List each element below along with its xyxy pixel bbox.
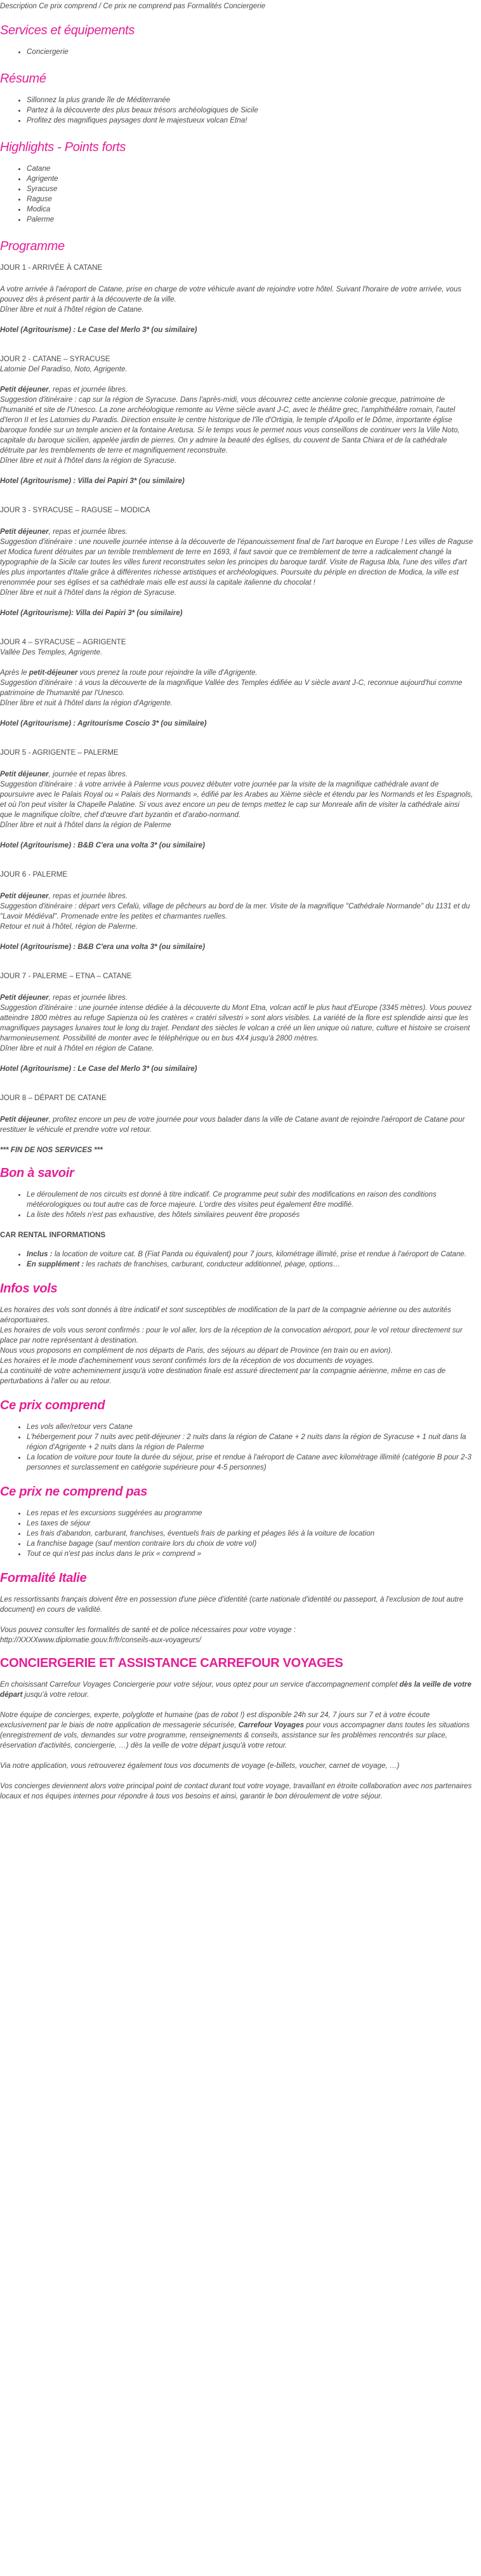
day-title: JOUR 6 - PALERME [0,870,68,879]
day-paragraph: Retour et nuit à l'hôtel, région de Palerme. [0,922,138,931]
day-lead-bold: Petit déjeuner [0,1115,49,1124]
services-list [0,47,473,57]
day-2 [0,354,473,486]
infos-vols-text [0,1305,473,1386]
day-lead-rest: , repas et journée libres. [48,892,128,900]
conciergerie-text: jusqu'à votre retour. [22,1690,89,1699]
day-paragraph: Dîner libre et nuit à l'hôtel dans la région de Palerme [0,821,171,829]
highlight-item: • Agrigente [27,174,473,184]
day-hotel: Hotel (Agritourisme) : Le Case del Merlo 3* (ou similaire) [0,1065,197,1073]
car-rental-item-text: les rachats de franchises, carburant, conducteur additionnel, péage, options… [84,1260,341,1268]
day-lead-bold: Petit déjeuner [0,892,49,900]
conciergerie-text: En choisissant Carrefour Voyages Conciergerie pour votre séjour, vous optez pour un service d'accompagnement complet [0,1680,400,1689]
programme-end: *** FIN DE NOS SERVICES *** [0,1146,103,1154]
day-hotel: Hotel (Agritourisme) : B&B C'era una volta 3* (ou similaire) [0,841,205,849]
highlight-item: • Raguse [27,194,473,204]
day-paragraph: Suggestion d'itinéraire : cap sur la région de Syracuse. Dans l'après-midi, vous découvrez cette ancienne colonie grecque, patrimoine de l'humanité et site de l'Unesco. La zone archéologique remonte au Vème siècle avant J-C, avec le théâtre grec, l'amphithéâtre romain, l'autel d'Ieron II et les Latomies du Paradis. Direction ensuite le centre historique de l'île d'Ortigia, le temple d'Apollo et le Dôme, importante église baroque fondée sur un temple ancien et la fontaine Aretusa. Si le temps vous le permet nous vous conseillons de continuer vers la Ville Noto, capitale du baroque sicilien, appelée jardin de pierres. On y admire la beauté des églises, du couvent de Santa Chiara et de la cathédrale détruite par les tremblements de terre et magnifiquement reconstruite. [0,395,460,455]
infos-vols-line: Nous vous proposons en complément de nos départs de Paris, des séjours au départ de Province (en train ou en avion). [0,1346,393,1355]
highlight-item: • Catane [27,164,473,174]
prix-ne-comprend-item: • La franchise bagage (sauf mention contraire lors du choix de votre vol) [27,1539,473,1549]
infos-vols-line: Les horaires et le mode d'acheminement vous seront confirmés lors de la réception de vos documents de voyages. [0,1357,374,1365]
day-hotel: Hotel (Agritourisme) : B&B C'era una volta 3* (ou similaire) [0,943,205,951]
conciergerie-text: Notre équipe de concierges, experte, polyglotte et humaine (pas de robot !) est disponible 24h sur 24, 7 jours sur 7 et à votre écoute exclusivement par le biais de notre application de messagerie sécurisée, [0,1711,430,1729]
day-paragraph: Suggestion d'itinéraire : une journée intense dédiée à la découverte du Mont Etna, volcan actif le plus haut d'Europe (3345 mètres). Vous pouvez atteindre 1800 mètres au refuge Sapienza où les cratères « cratéri silvestri » sont alors visibles. La variété de la flore est splendide ainsi que les magnifiques paysages lunaires tout le long du trajet. Pendant des siècles le volcan a créé un lien unique où nature, culture et histoire se croisent harmonieusement. Possibilité de monter avec le téléphérique ou en bus 4X4 jusqu'à 2800 mètres. [0,1004,472,1042]
prix-ne-comprend-item: • Les frais d'abandon, carburant, franchises, éventuels frais de parking et péages liés à la voiture de location [27,1529,473,1539]
day-title: JOUR 2 - CATANE – SYRACUSE [0,355,110,363]
day-lead [0,385,473,395]
day-paragraph: Suggestion d'itinéraire : une nouvelle journée intense à la découverte de l'épanouissement final de l'art baroque en Europe ! Les villes de Raguse et Modica furent détruites par un terrible tremblement de terre en 1693, il faut savoir que ce tremblement de terre a radicalement changé la typographie de la Sicile car toutes les villes furent reconstruites selon les principes du baroque tardif. Visite de Ragusa Ibla, l'une des villes d'art les plus importantes d'Italie grâce à différentes richesse artistiques et archéologiques. Poursuite du périple en direction de Modica, la ville est renommée pour ses églises et sa cathédrale mais elle est aussi la capitale italienne du chocolat ! [0,538,473,587]
infos-vols-line: Les horaires des vols sont donnés à titre indicatif et sont susceptibles de modification de la part de la compagnie aérienne ou des autorités aéroportuaires. [0,1306,451,1324]
day-title: JOUR 5 - AGRIGENTE – PALERME [0,748,119,757]
resume-item: • Partez à la découverte des plus beaux trésors archéologiques de Sicile [27,105,473,116]
infos-vols-title: Infos vols [0,1282,58,1296]
highlight-item: • Palerme [27,215,473,225]
day-lead-rest: , repas et journée libres. [48,385,128,394]
day-subtitle: Latomie Del Paradiso, Noto, Agrigente. [0,365,128,373]
conciergerie-emphasis: dès la veille de votre départ [0,1680,471,1699]
day-paragraph: Dîner libre et nuit à l'hôtel dans la région d'Agrigente. [0,699,173,707]
prix-ne-comprend-list [0,1508,473,1559]
day-lead [0,769,473,780]
highlights-title: Highlights - Points forts [0,140,126,154]
day-7 [0,971,473,1074]
day-title: JOUR 3 - SYRACUSE – RAGUSE – MODICA [0,506,150,514]
day-intro-plain: Après le [0,668,29,677]
day-1 [0,263,473,335]
day-lead [0,1115,473,1135]
resume-item: • Sillonnez la plus grande île de Méditerranée [27,95,473,105]
day-title: JOUR 8 – DÉPART DE CATANE [0,1094,107,1102]
infos-vols-line: Les horaires de vols vous seront confirmés : pour le vol aller, lors de la réception de la convocation aéroport, pour le vol retour directement sur place par notre représentant à destination. [0,1326,463,1344]
conciergerie-title: CONCIERGERIE ET ASSISTANCE CARREFOUR VOYAGES [0,1656,343,1670]
day-paragraph: Suggestion d'itinéraire : à vous la découverte de la magnifique Vallée des Temples édifiée au V siècle avant J-C, reconnue aujourd'hui comme patrimoine de l'humanité par l'Unesco. [0,679,463,697]
day-title: JOUR 1 - ARRIVÉE À CATANE [0,263,103,272]
day-paragraph: Dîner libre et nuit à l'hôtel région de Catane. [0,305,144,314]
day-lead [0,891,473,901]
day-paragraph: Dîner libre et nuit à l'hôtel en région de Catane. [0,1044,154,1052]
day-intro [0,668,473,678]
bon-a-savoir-item: • La liste des hôtels n'est pas exhaustive, des hôtels similaires peuvent être proposés [27,1210,473,1220]
day-paragraph: Suggestion d'itinéraire : départ vers Cefalù, village de pêcheurs au bord de la mer. Visite de la magnifique "Cathédrale Normande" du 1131 et du "Lavoir Médiéval". Promenade entre les petites et charmantes ruelles. [0,902,470,920]
day-6 [0,870,473,952]
prix-comprend-item: • La location de voiture pour toute la durée du séjour, prise et rendue à l'aéroport de Catane avec kilométrage illimité (catégorie B pour 2-3 personnes et surclassement en catégorie supérieure pour 4-5 personnes) [27,1452,473,1473]
day-subtitle: Vallée Des Temples, Agrigente. [0,648,103,656]
day-paragraph: A votre arrivée à l'aéroport de Catane, prise en charge de votre véhicule avant de rejoindre votre hôtel. Suivant l'horaire de votre arrivée, vous pouvez dès à présent partir à la découverte de la ville. [0,285,462,303]
day-3 [0,505,473,618]
day-paragraph: Dîner libre et nuit à l'hôtel dans la région de Syracuse. [0,456,177,465]
bon-a-savoir-list [0,1190,473,1220]
car-rental-item [27,1249,473,1259]
day-lead-bold: Petit déjeuner [0,993,49,1002]
car-rental-list [0,1249,473,1270]
day-hotel: Hotel (Agritourisme) : Le Case del Merlo 3* (ou similaire) [0,326,197,334]
conciergerie-paragraph: Vos concierges deviennent alors votre principal point de contact durant tout votre voyage, travaillant en étroite collaboration avec nos partenaires locaux et nos équipes internes pour répondre à tous vos besoins et ainsi, garantir le bon déroulement de votre séjour. [0,1782,472,1800]
highlight-item: • Modica [27,204,473,215]
prix-ne-comprend-item: • Les repas et les excursions suggérées au programme [27,1508,473,1518]
day-8 [0,1093,473,1155]
resume-list [0,95,473,126]
bon-a-savoir-item: • Le déroulement de nos circuits est donné à titre indicatif. Ce programme peut subir des modifications en raison des conditions météorologiques ou tout autre cas de force majeure. L'ordre des visites peut également être modifié. [27,1190,473,1210]
car-rental-item-label: Inclus : [27,1250,53,1258]
day-paragraph: Suggestion d'itinéraire : à votre arrivée à Palerme vous pouvez débuter votre journée par la visite de la magnifique cathédrale avant de poursuivre avec le Palais Royal ou « Palais des Normands », édifié par les Arabes au Xième siècle et étendu par les Normands et les Espagnols, et où l'on peut visiter la Chapelle Palatine. Si vous avez encore un peu de temps mettez le cap sur Monreale afin de visiter la cathédrale ainsi que le magnifique cloître, chef d'œuvre d'art byzantin et d'arabo-normand. [0,780,473,819]
conciergerie-paragraph [0,1680,473,1700]
resume-title: Résumé [0,72,46,86]
day-lead [0,527,473,537]
car-rental-title: CAR RENTAL INFORMATIONS [0,1231,106,1239]
day-lead-rest: , repas et journée libres. [48,993,128,1002]
day-lead-rest: , journée et repas libres. [48,770,128,778]
prix-comprend-item: • L'hébergement pour 7 nuits avec petit-déjeuner : 2 nuits dans la région de Catane + 2 nuits dans la région de Syracuse + 1 nuit dans la région d'Agrigente + 2 nuits dans la région de Palerme [27,1432,473,1452]
day-intro-bold: petit-déjeuner [29,668,78,677]
bon-a-savoir-title: Bon à savoir [0,1166,74,1180]
day-title: JOUR 4 – SYRACUSE – AGRIGENTE [0,638,126,646]
conciergerie-paragraph [0,1710,473,1751]
day-hotel: Hotel (Agritourisme) : Agritourisme Coscio 3* (ou similaire) [0,719,207,727]
resume-item: • Profitez des magnifiques paysages dont le majestueux volcan Etna! [27,116,473,126]
highlights-list [0,164,473,225]
day-lead [0,993,473,1003]
formalite-title: Formalité Italie [0,1571,87,1585]
day-intro-rest: vous prenez la route pour rejoindre la ville d'Agrigente. [77,668,258,677]
highlight-item: • Syracuse [27,184,473,194]
prix-comprend-title: Ce prix comprend [0,1398,105,1412]
day-title: JOUR 7 - PALERME – ETNA – CATANE [0,972,132,980]
car-rental-item [27,1259,473,1270]
day-lead-bold: Petit déjeuner [0,528,49,536]
day-paragraph: Dîner libre et nuit à l'hôtel dans la région de Syracuse. [0,588,177,597]
day-lead-bold: Petit déjeuner [0,770,49,778]
day-hotel: Hotel (Agritourisme): Villa dei Papiri 3* (ou similaire) [0,609,183,617]
services-title: Services et équipements [0,23,135,37]
car-rental-item-label: En supplément : [27,1260,84,1268]
prix-ne-comprend-title: Ce prix ne comprend pas [0,1485,148,1499]
conciergerie-paragraph: Via notre application, vous retrouverez également tous vos documents de voyage (e-billets, voucher, carnet de voyage, …) [0,1762,400,1770]
day-hotel: Hotel (Agritourisme) : Villa dei Papiri 3* (ou similaire) [0,477,185,485]
formalite-health-text: Vous pouvez consulter les formalités de santé et de police nécessaires pour votre voyage : [0,1626,296,1634]
day-lead-rest: , profitez encore un peu de votre journée pour vous balader dans la ville de Catane avant de rejoindre l'aéroport de Catane pour restituer le véhicule et prendre votre vol retour. [0,1115,465,1134]
prix-ne-comprend-item: • Tout ce qui n'est pas inclus dans le prix « comprend » [27,1549,473,1559]
programme-title: Programme [0,239,65,253]
description-breadcrumb: Description Ce prix comprend / Ce prix ne comprend pas Formalités Conciergerie [0,2,266,10]
car-rental-item-text: la location de voiture cat. B (Fiat Panda ou équivalent) pour 7 jours, kilométrage illimité, prise et rendue à l'aéroport de Catane. [52,1250,467,1258]
day-4 [0,637,473,729]
conciergerie-emphasis: Carrefour Voyages [238,1721,305,1729]
infos-vols-line: La continuité de votre acheminement jusqu'à votre destination finale est assuré directement par la compagnie aérienne, même en cas de perturbations à l'aller ou au retour. [0,1367,446,1385]
prix-comprend-item: • Les vols aller/retour vers Catane [27,1422,473,1432]
formalite-health [0,1625,473,1645]
diplomatie-link[interactable]: http://XXXXwww.diplomatie.gouv.fr/fr/conseils-aux-voyageurs/ [0,1636,201,1644]
conciergerie-text: pour vous accompagner dans toutes les situations (enregistrement de vols, demandes sur votre programme, renseignements & conseils, assistance sur les problèmes rencontrés sur place, réservation d'activités, conciergerie, …) dès la veille de votre départ jusqu'à votre retour. [0,1721,470,1749]
day-lead-rest: , repas et journée libres. [48,528,128,536]
day-lead-bold: Petit déjeuner [0,385,49,394]
formalite-paragraph: Les ressortissants français doivent être en possession d'une pièce d'identité (carte nationale d'identité ou passeport, à l'exclusion de tout autre document) en cours de validité. [0,1595,464,1614]
services-item: • Conciergerie [27,47,473,57]
prix-comprend-list [0,1422,473,1473]
day-5 [0,748,473,851]
prix-ne-comprend-item: • Les taxes de séjour [27,1518,473,1529]
